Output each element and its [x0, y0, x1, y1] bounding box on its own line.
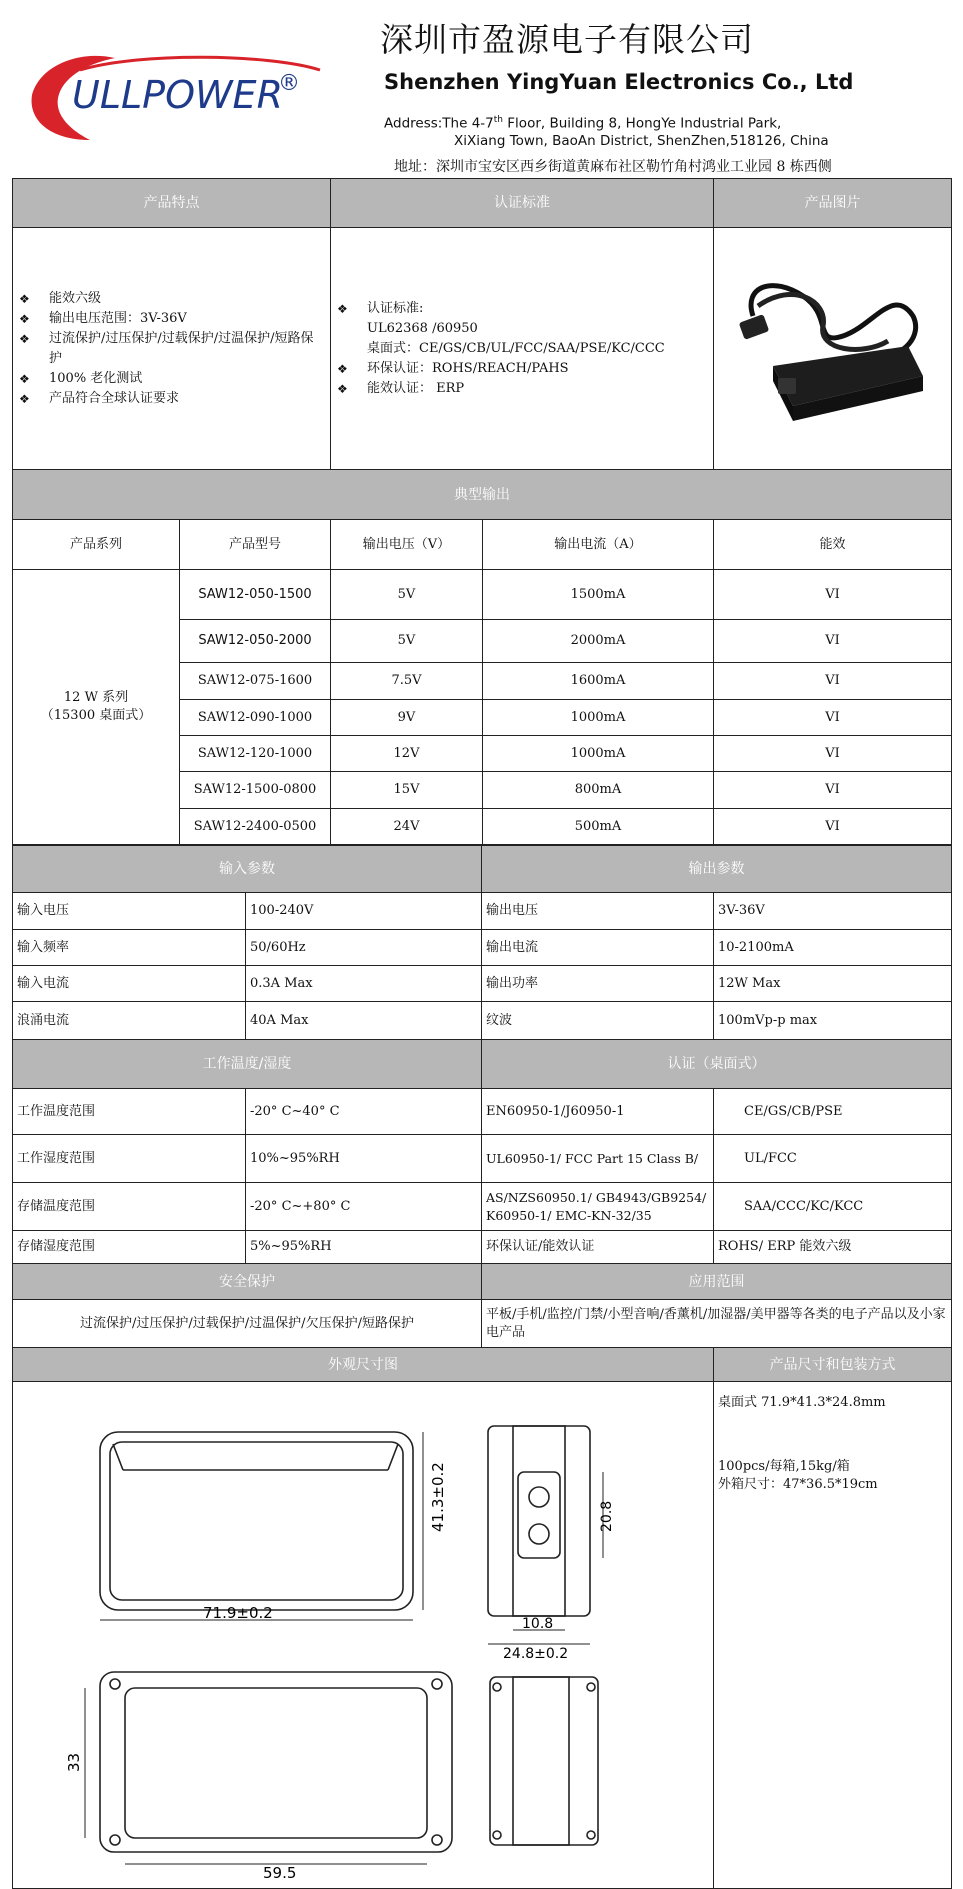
table-row: SAW12-120-1000 12V 1000mA VI [13, 736, 952, 772]
params-table [12, 845, 952, 1040]
feature-item: ❖ 产品符合全球认证要求 [17, 389, 326, 409]
address-en-line2: XiXiang Town, BaoAn District, ShenZhen,518126, China [454, 133, 829, 149]
table-row: SAW12-1500-0800 15V 800mA VI [13, 772, 952, 809]
address-en-line1: Address:The 4-7th Floor, Building 8, HongYe Industrial Park, [384, 115, 782, 132]
environment-table [12, 1039, 952, 1264]
cert-eff: ❖ 能效认证： ERP [335, 379, 709, 399]
features-table [12, 178, 952, 470]
packaging-qty: 100pcs/每箱,15kg/箱 [718, 1459, 850, 1474]
feature-item: ❖ 能效六级 [17, 289, 326, 309]
application-title: 应用范围 [482, 1264, 952, 1300]
dim-height-label: 41.3±0.2 [429, 1462, 447, 1532]
table-row: 输入电压 100-240V 输出电压 3V-36V [13, 893, 952, 930]
logo-text: ULLPOWER [72, 73, 283, 117]
dim-depth-label: 24.8±0.2 [503, 1646, 569, 1662]
output-params-title: 输出参数 [482, 846, 952, 893]
carton-size: 外箱尺寸：47*36.5*19cm [718, 1477, 878, 1492]
typical-output-table [12, 469, 952, 845]
feature-item: ❖ 100% 老化测试 [17, 369, 326, 389]
input-params-title: 输入参数 [13, 846, 482, 893]
environment-title: 工作温度/湿度 [13, 1040, 482, 1089]
feature-item: ❖ 过流保护/过压保护/过载保护/过温保护/短路保护 [17, 329, 326, 369]
table-row: SAW12-075-1600 7.5V 1600mA VI [13, 663, 952, 700]
col-model: 产品型号 [180, 520, 331, 570]
protection-text: 过流保护/过压保护/过载保护/过温保护/欠压保护/短路保护 [13, 1300, 482, 1348]
cert-label: ❖ 认证标准: [335, 299, 709, 319]
protection-table [12, 1263, 952, 1348]
packaging-title: 产品尺寸和包装方式 [714, 1348, 952, 1382]
table-row: 12 W 系列 （15300 桌面式） SAW12-050-1500 5V 1500mA VI [13, 570, 952, 620]
protection-title: 安全保护 [13, 1264, 482, 1300]
dim-width-label: 71.9±0.2 [203, 1604, 273, 1622]
dim-bottom-width-label: 59.5 [263, 1864, 297, 1882]
table-row: 存储湿度范围 5%~95%RH 环保认证/能效认证 ROHS/ ERP 能效六级 [13, 1231, 952, 1264]
table-row: 输入电流 0.3A Max 输出功率 12W Max [13, 966, 952, 1002]
company-name-cn: 深圳市盈源电子有限公司 [380, 20, 754, 59]
features-header: 产品特点 [13, 179, 331, 228]
dimension-drawing-cell [13, 1382, 714, 1889]
col-current: 输出电流（A） [483, 520, 714, 570]
dim-socket-height-label: 20.8 [599, 1500, 615, 1532]
table-row: 工作湿度范围 10%~95%RH UL60950-1/ FCC Part 15 Class B/ UL/FCC [13, 1135, 952, 1183]
cert-desktop: 桌面式：CE/GS/CB/UL/FCC/SAA/PSE/KC/CCC [367, 340, 665, 356]
application-text: 平板/手机/监控/门禁/小型音响/香薰机/加湿器/美甲器等各类的电子产品以及小家电产品 [482, 1300, 952, 1348]
cert-ul: UL62368 /60950 [367, 320, 478, 336]
table-row: 浪涌电流 40A Max 纹波 100mVp-p max [13, 1002, 952, 1040]
product-image-cell [714, 228, 952, 470]
product-image-header: 产品图片 [714, 179, 952, 228]
certification-cell [331, 228, 714, 470]
logo-registered: ® [278, 71, 300, 96]
adapter-photo [733, 256, 933, 436]
certification-desktop-title: 认证（桌面式） [482, 1040, 952, 1089]
table-row: 输入频率 50/60Hz 输出电流 10-2100mA [13, 930, 952, 966]
col-efficiency: 能效 [714, 520, 952, 570]
features-list-cell [13, 228, 331, 470]
col-voltage: 输出电压（V） [331, 520, 483, 570]
col-series: 产品系列 [13, 520, 180, 570]
table-row: SAW12-2400-0500 24V 500mA VI [13, 809, 952, 845]
certification-header: 认证标准 [331, 179, 714, 228]
dimensions-table [12, 1347, 952, 1889]
table-row: 工作温度范围 -20° C~40° C EN60950-1/J60950-1 CE/GS/CB/PSE [13, 1089, 952, 1135]
packaging-cell [714, 1382, 952, 1889]
cert-env: ❖ 环保认证：ROHS/REACH/PAHS [335, 359, 709, 379]
dimensions-title: 外观尺寸图 [13, 1348, 714, 1382]
dim-socket-width-label: 10.8 [522, 1616, 554, 1632]
company-logo [20, 40, 350, 150]
typical-output-title: 典型输出 [13, 470, 952, 520]
dimension-drawing [13, 1382, 713, 1882]
address-cn: 地址：深圳市宝安区西乡街道黄麻布社区勒竹角村鸿业工业园 8 栋西侧 [394, 159, 832, 175]
dim-bottom-height-label: 33 [65, 1752, 83, 1772]
table-row: 存储温度范围 -20° C~+80° C AS/NZS60950.1/ GB4943/GB9254/ K60950-1/ EMC-KN-32/35 SAA/CCC/KC/KCC [13, 1183, 952, 1231]
series-cell: 12 W 系列 （15300 桌面式） [13, 570, 180, 845]
table-row: SAW12-050-2000 5V 2000mA VI [13, 620, 952, 663]
table-row: SAW12-090-1000 9V 1000mA VI [13, 700, 952, 736]
product-size: 桌面式 71.9*41.3*24.8mm [718, 1395, 886, 1410]
company-name-en: Shenzhen YingYuan Electronics Co., Ltd [384, 70, 854, 94]
feature-item: ❖ 输出电压范围：3V-36V [17, 309, 326, 329]
